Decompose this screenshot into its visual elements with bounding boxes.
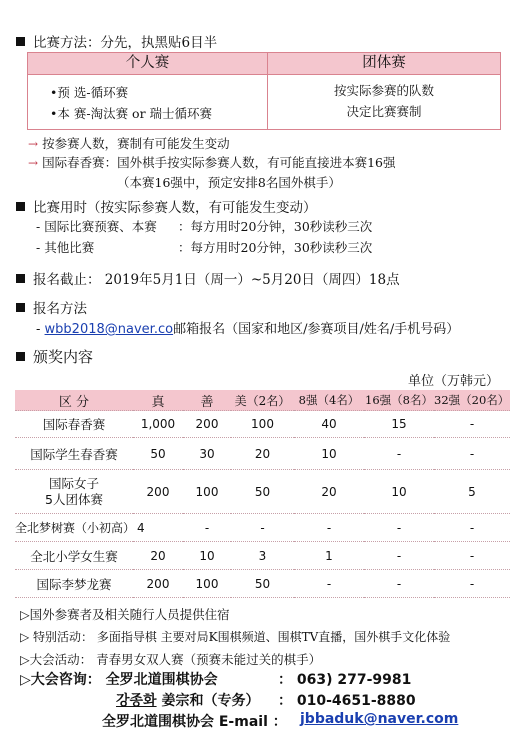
header-top16: 16强（8名） bbox=[364, 390, 434, 411]
table-row bbox=[15, 514, 510, 542]
cell-value: 200 bbox=[183, 411, 231, 438]
header-third: 美（2名） bbox=[231, 390, 294, 411]
contact-phone-2: ： 010-4651-8880 bbox=[278, 693, 416, 709]
cell-value: 10 bbox=[183, 542, 231, 570]
row-category: 全北小学女生赛 bbox=[15, 542, 133, 570]
cell-value: 4 bbox=[133, 514, 183, 542]
cell-value: - bbox=[364, 570, 434, 598]
cell-value: 50 bbox=[231, 570, 294, 598]
cell-value: 200 bbox=[133, 470, 183, 514]
table-row bbox=[15, 438, 510, 470]
awards-unit: 单位（万韩元） bbox=[408, 374, 500, 389]
contact-phone-1: ： 063) 277-9981 bbox=[278, 672, 412, 688]
table-row bbox=[15, 411, 510, 438]
time-section-title: 比赛用时（按实际参赛人数，有可能发生变动） bbox=[16, 196, 317, 216]
table-row bbox=[15, 542, 510, 570]
cell-value: 3 bbox=[231, 542, 294, 570]
method-note-1: → 按参赛人数，赛制有可能发生变动 bbox=[28, 136, 230, 151]
cell-value: 50 bbox=[133, 438, 183, 470]
header-top32: 32强（20名） bbox=[434, 390, 510, 411]
bullet-square-icon bbox=[16, 37, 25, 46]
cell-value: 40 bbox=[294, 411, 364, 438]
individual-line-2: •本 赛-淘汰赛 or 瑞士循环赛 bbox=[50, 106, 213, 121]
header-second: 善 bbox=[183, 390, 231, 411]
cell-value: 10 bbox=[364, 470, 434, 514]
table-row bbox=[15, 570, 510, 598]
cell-value: - bbox=[434, 411, 510, 438]
team-line-2: 决定比赛赛制 bbox=[346, 104, 422, 119]
time-line-1-label: - 国际比赛预赛、本赛 bbox=[36, 219, 157, 234]
header-category: 区 分 bbox=[15, 390, 133, 411]
individual-line-1: •预 选-循环赛 bbox=[50, 85, 129, 100]
deadline-section: 报名截止： 2019年5月1日（周一）~5月20日（周四）18点 bbox=[16, 268, 400, 288]
arrow-right-icon: → bbox=[28, 156, 39, 170]
cell-value: 100 bbox=[183, 570, 231, 598]
row-category: 国际女子 5人团体赛 bbox=[15, 470, 133, 514]
method-note-2: → 国际春香赛：国外棋手按实际参赛人数，有可能直接进本赛16强 bbox=[28, 155, 396, 170]
method-section-title: 比赛方法：分先，执黑贴6目半 bbox=[16, 31, 217, 51]
cell-value: - bbox=[364, 542, 434, 570]
method-table bbox=[27, 52, 501, 130]
bullet-square-icon bbox=[16, 274, 25, 283]
cell-value: 30 bbox=[183, 438, 231, 470]
table-row bbox=[15, 470, 510, 514]
cell-value: - bbox=[434, 542, 510, 570]
cell-value: - bbox=[294, 514, 364, 542]
cell-value: - bbox=[364, 438, 434, 470]
row-category: 国际春香赛 bbox=[15, 411, 133, 438]
team-line-1: 按实际参赛的队数 bbox=[333, 83, 434, 98]
cell-value: - bbox=[434, 438, 510, 470]
individual-header: 个人赛 bbox=[28, 53, 267, 74]
note-event-activity: ▷大会活动： 青春男女双人赛（预赛未能过关的棋手） bbox=[20, 652, 322, 667]
cell-value: 1,000 bbox=[133, 411, 183, 438]
time-line-1-value: ：每方用时20分钟，30秒读秒三次 bbox=[178, 219, 373, 234]
cell-value: 20 bbox=[294, 470, 364, 514]
header-top8: 8强（4名） bbox=[294, 390, 364, 411]
row-category: 国际李梦龙赛 bbox=[15, 570, 133, 598]
cell-value: - bbox=[294, 570, 364, 598]
bullet-square-icon bbox=[16, 352, 25, 361]
team-header: 团体赛 bbox=[268, 53, 500, 74]
cell-value: 5 bbox=[434, 470, 510, 514]
bullet-square-icon bbox=[16, 202, 25, 211]
arrow-right-icon: → bbox=[28, 137, 39, 151]
row-category: 全北梦树赛（小初高） bbox=[15, 514, 133, 542]
method-note-2-sub: （本赛16强中，预定安排8名国外棋手） bbox=[117, 175, 341, 190]
divider bbox=[28, 74, 500, 75]
cell-value: 10 bbox=[294, 438, 364, 470]
cell-value: 15 bbox=[364, 411, 434, 438]
cell-value: 1 bbox=[294, 542, 364, 570]
cell-value: 200 bbox=[133, 570, 183, 598]
row-category: 国际学生春香赛 bbox=[15, 438, 133, 470]
cell-value: - bbox=[231, 514, 294, 542]
cell-value: 100 bbox=[231, 411, 294, 438]
apply-line: - wbb2018@naver.co邮箱报名（国家和地区/参赛项目/姓名/手机号码） bbox=[36, 322, 460, 337]
table-header-row bbox=[15, 390, 510, 411]
apply-section-title: 报名方法 bbox=[16, 297, 87, 317]
cell-value: 50 bbox=[231, 470, 294, 514]
awards-section-title: 颁奖内容 bbox=[16, 346, 93, 367]
cell-value: 20 bbox=[133, 542, 183, 570]
header-first: 真 bbox=[133, 390, 183, 411]
note-accommodation: ▷国外参赛者及相关随行人员提供住宿 bbox=[20, 607, 230, 622]
cell-value: - bbox=[183, 514, 231, 542]
contact-email-link[interactable]: jbbaduk@naver.com bbox=[300, 711, 459, 727]
time-line-2-label: - 其他比赛 bbox=[36, 240, 95, 255]
note-special-activity: ▷ 特别活动： 多面指导棋 主要对局K围棋频道、围棋TV直播，国外棋手文化体验 bbox=[20, 630, 451, 644]
cell-value: - bbox=[364, 514, 434, 542]
time-line-2-value: ：每方用时20分钟，30秒读秒三次 bbox=[178, 240, 373, 255]
awards-table bbox=[15, 390, 510, 598]
contact-line-3-label: 全罗北道围棋协会 E-mail ： bbox=[102, 714, 287, 730]
contact-line-1-label: ▷大会咨询： 全罗北道围棋协会 bbox=[20, 672, 218, 688]
cell-value: 20 bbox=[231, 438, 294, 470]
cell-value: - bbox=[434, 570, 510, 598]
apply-email-link[interactable]: wbb2018@naver.co bbox=[44, 322, 174, 337]
contact-line-2-label: 강종화 姜宗和（专务） bbox=[116, 693, 260, 709]
cell-value: 100 bbox=[183, 470, 231, 514]
cell-value: - bbox=[434, 514, 510, 542]
bullet-square-icon bbox=[16, 303, 25, 312]
